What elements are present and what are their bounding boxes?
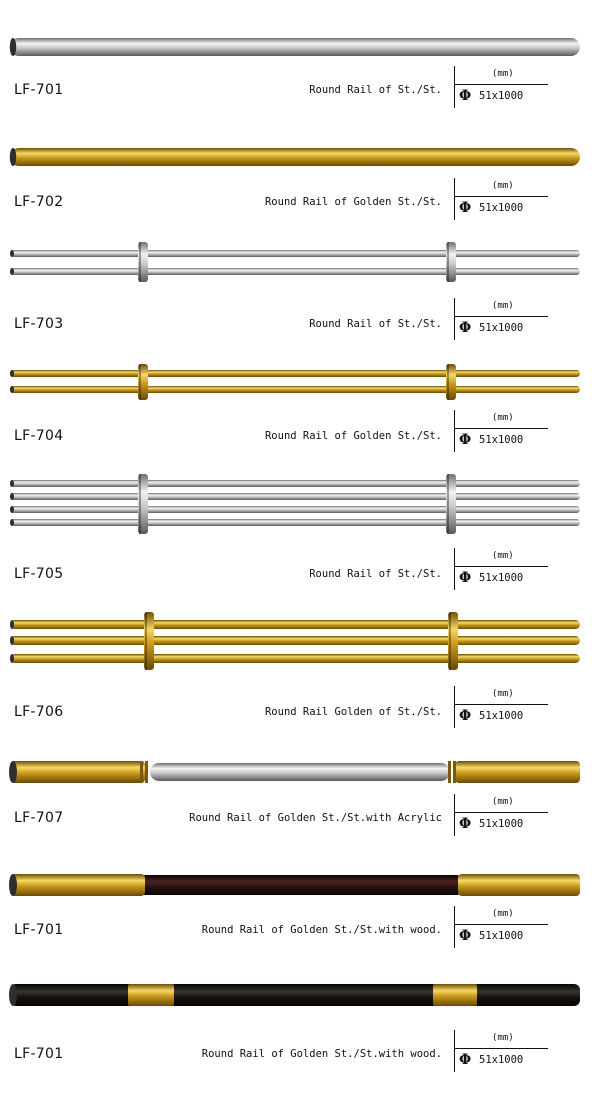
product-description: Round Rail of St./St. [309, 568, 442, 580]
dimension-value: 51x1000 [479, 90, 524, 102]
rail-bracket-edge [145, 612, 147, 670]
sleeve-ring [145, 761, 148, 783]
product-description: Round Rail of Golden St./St.with wood. [201, 1048, 442, 1060]
product-code: LF-707 [14, 810, 64, 826]
rail-end-cap [10, 38, 16, 56]
rail-bracket-edge [139, 364, 141, 400]
unit-label: (mm) [492, 1033, 514, 1043]
gold-end-sleeve [10, 874, 145, 896]
gold-end-sleeve [455, 761, 580, 783]
spec-divider-horizontal [454, 196, 548, 197]
rail-tube [10, 654, 580, 663]
rail-tube [10, 268, 580, 275]
rail-image [0, 866, 600, 906]
rail-image [0, 140, 600, 175]
product-description: Round Rail of Golden St./St.with wood. [201, 924, 442, 936]
dimension-value: 51x1000 [479, 572, 524, 584]
product-code: LF-706 [14, 704, 64, 720]
product-entry [0, 364, 600, 456]
product-code: LF-702 [14, 194, 64, 210]
product-description: Round Rail of Golden St./St. [264, 430, 442, 442]
product-description: Round Rail of Golden St./St.with Acrylic [189, 812, 442, 824]
diameter-icon: Φ [459, 928, 472, 944]
rail-tube [10, 386, 580, 393]
rail-image [0, 242, 600, 297]
unit-label: (mm) [492, 413, 514, 423]
spec-divider-horizontal [454, 1048, 548, 1049]
spec-divider-vertical [454, 548, 455, 590]
diameter-icon: Φ [459, 320, 472, 336]
rail-image [0, 474, 600, 544]
spec-box [454, 178, 550, 220]
product-entry [0, 754, 600, 840]
product-code: LF-703 [14, 316, 64, 332]
rail-image [0, 30, 600, 65]
diameter-icon: Φ [459, 432, 472, 448]
dimension-value: 51x1000 [479, 202, 524, 214]
product-code: LF-701 [14, 922, 64, 938]
spec-divider-horizontal [454, 316, 548, 317]
spec-box [454, 794, 550, 836]
unit-label: (mm) [492, 181, 514, 191]
spec-box [454, 298, 550, 340]
rail-end-cap [10, 386, 14, 393]
dimension-value: 51x1000 [479, 1054, 524, 1066]
product-code: LF-704 [14, 428, 64, 444]
dimension-value: 51x1000 [479, 434, 524, 446]
rail-bracket-edge [447, 364, 449, 400]
product-code: LF-705 [14, 566, 64, 582]
spec-divider-vertical [454, 178, 455, 220]
product-code: LF-701 [14, 82, 64, 98]
rail-tube [10, 38, 580, 56]
rail-end-cap [10, 250, 14, 257]
spec-divider-vertical [454, 1030, 455, 1072]
spec-divider-vertical [454, 410, 455, 452]
spec-box [454, 686, 550, 728]
diameter-icon: Φ [459, 708, 472, 724]
rail-tube [10, 493, 580, 500]
rail-end-cap [9, 984, 17, 1006]
spec-divider-vertical [454, 686, 455, 728]
gold-end-sleeve [458, 874, 580, 896]
rail-tube [10, 519, 580, 526]
spec-divider-horizontal [454, 924, 548, 925]
gold-end-sleeve [10, 761, 145, 783]
diameter-icon: Φ [459, 816, 472, 832]
rail-end-cap [10, 370, 14, 377]
rail-image [0, 754, 600, 794]
spec-divider-horizontal [454, 704, 548, 705]
rail-end-cap [10, 148, 16, 166]
product-description: Round Rail Golden of St./St. [264, 706, 442, 718]
product-entry [0, 978, 600, 1076]
spec-box [454, 410, 550, 452]
unit-label: (mm) [492, 69, 514, 79]
spec-divider-horizontal [454, 84, 548, 85]
spec-divider-horizontal [454, 566, 548, 567]
rail-image [0, 978, 600, 1018]
spec-box [454, 1030, 550, 1072]
diameter-icon: Φ [459, 200, 472, 216]
unit-label: (mm) [492, 301, 514, 311]
rail-end-cap [10, 268, 14, 275]
rail-end-cap [10, 480, 14, 487]
rail-bracket-edge [139, 242, 141, 282]
gold-band [433, 984, 477, 1006]
dimension-value: 51x1000 [479, 930, 524, 942]
product-code: LF-701 [14, 1046, 64, 1062]
sleeve-ring [453, 761, 456, 783]
spec-divider-vertical [454, 906, 455, 948]
rail-end-cap [10, 506, 14, 513]
dimension-value: 51x1000 [479, 710, 524, 722]
product-entry [0, 866, 600, 952]
product-description: Round Rail of St./St. [309, 318, 442, 330]
unit-label: (mm) [492, 551, 514, 561]
product-description: Round Rail of St./St. [309, 84, 442, 96]
rail-tube [10, 506, 580, 513]
rail-tube [10, 148, 580, 166]
diameter-icon: Φ [459, 570, 472, 586]
dimension-value: 51x1000 [479, 322, 524, 334]
spec-box [454, 548, 550, 590]
product-entry [0, 30, 600, 112]
product-description: Round Rail of Golden St./St. [264, 196, 442, 208]
spec-box [454, 66, 550, 108]
sleeve-ring [448, 761, 451, 783]
rail-bracket-edge [139, 474, 141, 534]
rail-end-cap [10, 493, 14, 500]
rail-tube [10, 620, 580, 629]
spec-divider-vertical [454, 298, 455, 340]
rail-end-cap [10, 636, 14, 645]
rail-bracket-edge [449, 612, 451, 670]
rail-tube [10, 370, 580, 377]
acrylic-center-tube [150, 763, 450, 781]
product-entry [0, 612, 600, 732]
rail-bracket-edge [447, 242, 449, 282]
unit-label: (mm) [492, 909, 514, 919]
rail-tube [10, 636, 580, 645]
unit-label: (mm) [492, 689, 514, 699]
wood-center-tube [140, 875, 460, 895]
unit-label: (mm) [492, 797, 514, 807]
rail-bracket-edge [447, 474, 449, 534]
diameter-icon: Φ [459, 1052, 472, 1068]
rail-tube [10, 480, 580, 487]
rail-end-cap [9, 874, 17, 896]
product-entry [0, 242, 600, 344]
wood-tube [10, 984, 580, 1006]
product-entry [0, 474, 600, 594]
sleeve-ring [140, 761, 143, 783]
spec-divider-vertical [454, 66, 455, 108]
rail-image [0, 612, 600, 677]
gold-band [128, 984, 174, 1006]
spec-box [454, 906, 550, 948]
rail-end-cap [10, 519, 14, 526]
spec-divider-vertical [454, 794, 455, 836]
dimension-value: 51x1000 [479, 818, 524, 830]
rail-end-cap [10, 654, 14, 663]
diameter-icon: Φ [459, 88, 472, 104]
rail-tube [10, 250, 580, 257]
rail-end-cap [9, 761, 17, 783]
rail-end-cap [10, 620, 14, 629]
spec-divider-horizontal [454, 428, 548, 429]
rail-image [0, 364, 600, 409]
product-entry [0, 140, 600, 224]
spec-divider-horizontal [454, 812, 548, 813]
